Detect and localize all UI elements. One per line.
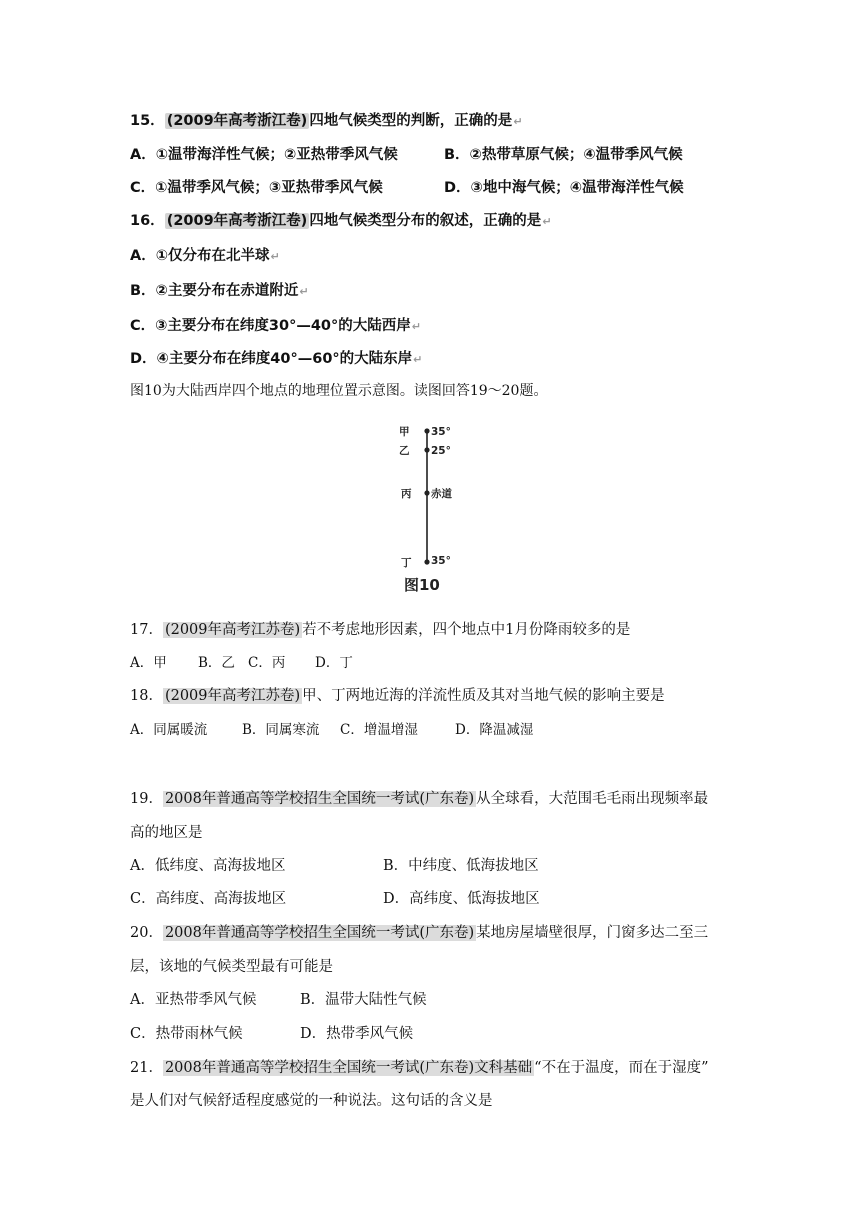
question-source: (2009年高考浙江卷) [166,213,308,229]
point-bing-name: 丙 [401,488,412,500]
q16-option-a: A．①仅分布在北半球↵ [130,248,280,264]
q20-stem [130,923,708,943]
q20-options-row2 [130,1024,414,1044]
point-yi-name: 乙 [399,445,410,457]
q16-stem: 16． (2009年高考浙江卷) 四地气候类型分布的叙述，正确的是↵ [130,213,552,229]
question-text: “不在于温度，而在于湿度” [534,1060,709,1076]
option-a: A．低纬度、高海拔地区 [130,858,286,874]
option-b: B．乙 [198,655,235,671]
point-ding-name: 丁 [401,557,412,569]
q19-options-row2 [130,889,540,909]
q16-option-b: B．②主要分布在赤道附近↵ [130,283,309,299]
option-d: D．丁 [315,655,353,671]
question-text: 若不考虑地形因素，四个地点中1月份降雨较多的是 [302,622,631,638]
point-yi-label: 25° [431,445,451,457]
question-source: (2009年高考江苏卷) [164,688,301,704]
q17-options [130,653,353,673]
question-source: 2008年普通高等学校招生全国统一考试(广东卷)文科基础 [164,1060,533,1076]
latitude-diagram [395,420,485,595]
q19-stem [130,789,708,809]
question-text: 从全球看，大范围毛毛雨出现频率最 [476,791,709,807]
option-a: A．①温带海洋性气候；②亚热带季风气候 [130,147,398,163]
q18-options [130,720,534,740]
q20-stem-cont: 层，该地的气候类型最有可能是 [130,959,333,975]
question-text: 某地房屋墙壁很厚，门窗多达二至三 [476,925,709,941]
q17-stem [130,620,630,640]
question-text: 四地气候类型的判断，正确的是 [309,113,513,129]
q16-option-c: C．③主要分布在纬度30°—40°的大陆西岸↵ [130,318,421,334]
figure-caption: 图10 [404,576,440,594]
question-number: 21． [130,1060,163,1076]
question-number: 19． [130,791,163,807]
question-text: 四地气候类型分布的叙述，正确的是 [309,213,542,229]
question-number: 18． [130,688,163,704]
question-source: (2009年高考浙江卷) [166,113,308,129]
option-c: C．增温增湿 [340,722,418,738]
question-number: 15． [130,113,165,129]
question-source: (2009年高考江苏卷) [164,622,301,638]
point-ding-label: 35° [431,555,451,567]
q19-stem-cont: 高的地区是 [130,825,203,841]
question-source: 2008年普通高等学校招生全国统一考试(广东卷) [164,925,475,941]
option-c: C．丙 [248,655,286,671]
question-text: 甲、丁两地近海的洋流性质及其对当地气候的影响主要是 [302,688,665,704]
option-d: D．③地中海气候；④温带海洋性气候 [444,180,684,196]
q15-stem: 15． (2009年高考浙江卷) 四地气候类型的判断，正确的是↵ [130,113,523,129]
option-d: D．高纬度、低海拔地区 [383,891,540,907]
option-a: A．亚热带季风气候 [130,992,257,1008]
question-number: 17． [130,622,163,638]
option-a: A．甲 [130,655,167,671]
question-number: 20． [130,925,163,941]
option-b: B．②热带草原气候；④温带季风气候 [444,147,683,163]
question-source: 2008年普通高等学校招生全国统一考试(广东卷) [164,791,475,807]
question-number: 16． [130,213,165,229]
option-c: C．①温带季风气候；③亚热带季风气候 [130,180,383,196]
option-c: C．高纬度、高海拔地区 [130,891,287,907]
option-b: B．中纬度、低海拔地区 [383,858,539,874]
point-bing-label: 赤道 [431,488,452,500]
q21-stem [130,1058,709,1078]
option-b: B．温带大陆性气候 [300,992,427,1008]
option-b: B．同属寒流 [242,722,320,738]
point-jia-label: 35° [431,426,451,438]
option-d: D．热带季风气候 [300,1026,414,1042]
figure-intro: 图10为大陆西岸四个地点的地理位置示意图。读图回答19～20题。 [130,383,548,399]
q16-option-d: D．④主要分布在纬度40°—60°的大陆东岸↵ [130,351,423,367]
point-jia-name: 甲 [399,426,410,438]
figure-10 [395,420,485,595]
q18-stem [130,686,665,706]
q21-stem-cont: 是人们对气候舒适程度感觉的一种说法。这句话的含义是 [130,1093,493,1109]
q15-options-row1 [130,145,683,165]
q15-options-row2 [130,178,684,198]
option-a: A．同属暖流 [130,722,208,738]
option-d: D．降温减湿 [455,722,534,738]
q19-options-row1 [130,856,539,876]
option-c: C．热带雨林气候 [130,1026,243,1042]
q20-options-row1 [130,990,427,1010]
